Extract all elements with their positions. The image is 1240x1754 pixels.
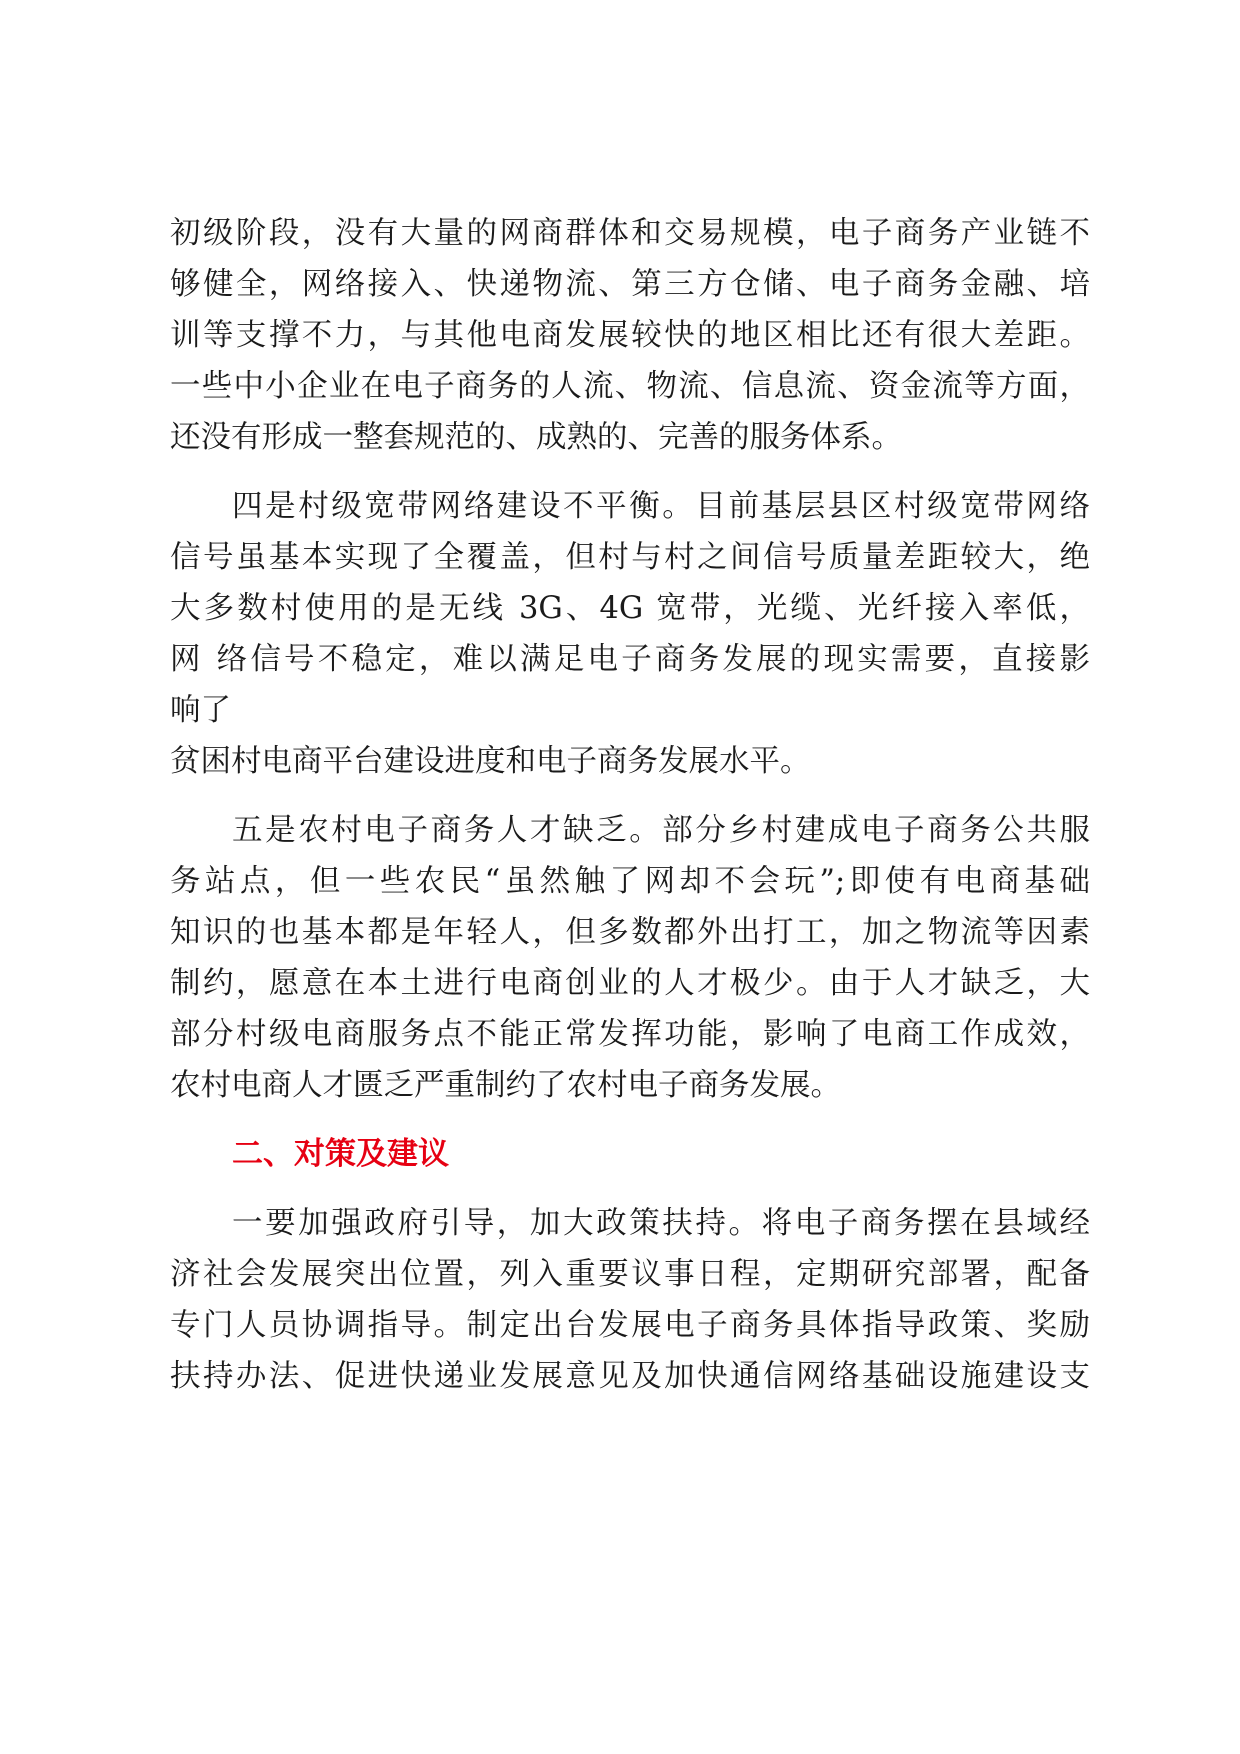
text-line: 网 络信号不稳定，难以满足电子商务发展的现实需要，直接影 <box>170 642 1090 677</box>
paragraph-spacer <box>170 1180 1090 1198</box>
text-line: 响了 <box>170 693 231 728</box>
section-heading: 二、对策及建议 <box>232 1136 449 1172</box>
text-line: 五是农村电子商务人才缺乏。部分乡村建成电子商务公共服 <box>232 813 1090 848</box>
paragraph-spacer <box>170 463 1090 481</box>
text-line: 扶持办法、促进快递业发展意见及加快通信网络基础设施建设支 <box>170 1359 1090 1394</box>
text-line: 制约，愿意在本土进行电商创业的人才极少。由于人才缺乏，大 <box>170 966 1090 1001</box>
text-line: 训等支撑不力，与其他电商发展较快的地区相比还有很大差距。 <box>170 318 1090 353</box>
text-line: 专门人员协调指导。制定出台发展电子商务具体指导政策、奖励 <box>170 1308 1090 1343</box>
text-line: 还没有形成一整套规范的、成熟的、完善的服务体系。 <box>170 420 902 455</box>
document-body <box>170 208 1090 1402</box>
text-line: 农村电商人才匮乏严重制约了农村电子商务发展。 <box>170 1068 841 1103</box>
text-line: 大多数村使用的是无线 3G、4G 宽带，光缆、光纤接入率低， <box>170 591 1090 626</box>
text-line: 知识的也基本都是年轻人，但多数都外出打工，加之物流等因素 <box>170 915 1090 950</box>
text-line: 一要加强政府引导，加大政策扶持。将电子商务摆在县域经 <box>232 1206 1090 1241</box>
text-line: 务站点，但一些农民“虽然触了网却不会玩”;即使有电商基础 <box>170 864 1090 899</box>
text-line: 信号虽基本实现了全覆盖，但村与村之间信号质量差距较大，绝 <box>170 540 1090 575</box>
text-line: 够健全，网络接入、快递物流、第三方仓储、电子商务金融、培 <box>170 267 1090 302</box>
text-line: 初级阶段，没有大量的网商群体和交易规模，电子商务产业链不 <box>170 216 1090 251</box>
paragraph <box>170 481 1090 787</box>
paragraph <box>170 1198 1090 1402</box>
text-line: 一些中小企业在电子商务的人流、物流、信息流、资金流等方面， <box>170 369 1090 404</box>
paragraph-spacer <box>170 787 1090 805</box>
text-line: 济社会发展突出位置，列入重要议事日程，定期研究部署，配备 <box>170 1257 1090 1292</box>
text-line: 部分村级电商服务点不能正常发挥功能，影响了电商工作成效， <box>170 1017 1090 1052</box>
paragraph <box>170 805 1090 1111</box>
text-line: 贫困村电商平台建设进度和电子商务发展水平。 <box>170 744 811 779</box>
text-line: 四是村级宽带网络建设不平衡。目前基层县区村级宽带网络 <box>232 489 1090 524</box>
paragraph <box>170 208 1090 463</box>
paragraph-spacer <box>170 1111 1090 1129</box>
